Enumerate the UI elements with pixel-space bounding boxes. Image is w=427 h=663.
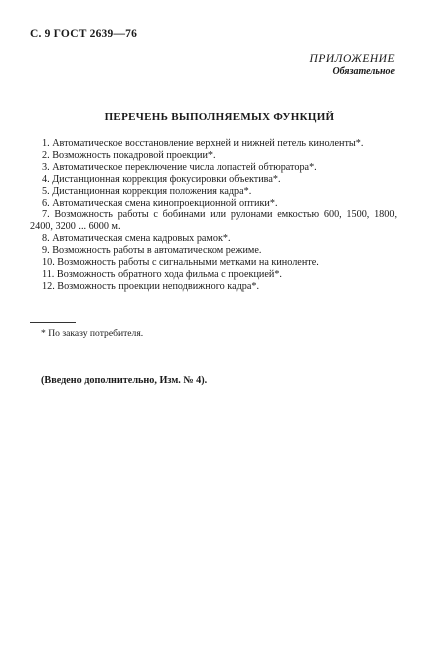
list-item: 1. Автоматическое восстановление верхней и нижней петель киноленты*. bbox=[42, 138, 364, 149]
list-item: 12. Возможность проекции неподвижного кадра*. bbox=[42, 280, 260, 292]
list-item: 10. Возможность работы с сигнальными метками на киноленте. bbox=[42, 257, 319, 269]
function-list bbox=[30, 138, 397, 293]
appendix-title: ПРИЛОЖЕНИЕ bbox=[309, 53, 395, 65]
list-item: 4. Дистанционная коррекция фокусировки объектива*. bbox=[42, 173, 281, 185]
list-item: 3. Автоматическое переключение числа лопастей обтюратора*. bbox=[42, 161, 317, 173]
footnote: * По заказу потребителя. bbox=[41, 328, 144, 339]
list-item: 9. Возможность работы в автоматическом режиме. bbox=[42, 245, 262, 257]
list-item: 7. Возможность работы с бобинами или рулонами емкостью 600, 1500, 1800, 2400, 3200 ... 6000 м. bbox=[30, 209, 397, 233]
list-item: 2. Возможность покадровой проекции*. bbox=[42, 149, 216, 161]
appendix-label bbox=[310, 53, 395, 77]
footnote-divider bbox=[30, 322, 76, 323]
list-item: 5. Дистанционная коррекция положения кадра*. bbox=[42, 185, 252, 197]
appendix-subtitle: Обязательное bbox=[332, 66, 395, 77]
list-item: 11. Возможность обратного хода фильма с проекцией*. bbox=[42, 268, 282, 280]
list-item: 6. Автоматическая смена кинопроекционной оптики*. bbox=[42, 197, 278, 209]
amendment-note: (Введено дополнительно, Изм. № 4). bbox=[41, 375, 208, 386]
page-header: С. 9 ГОСТ 2639—76 bbox=[30, 28, 138, 40]
list-item: 8. Автоматическая смена кадровых рамок*. bbox=[42, 233, 231, 245]
document-title: ПЕРЕЧЕНЬ ВЫПОЛНЯЕМЫХ ФУНКЦИЙ bbox=[104, 111, 335, 123]
